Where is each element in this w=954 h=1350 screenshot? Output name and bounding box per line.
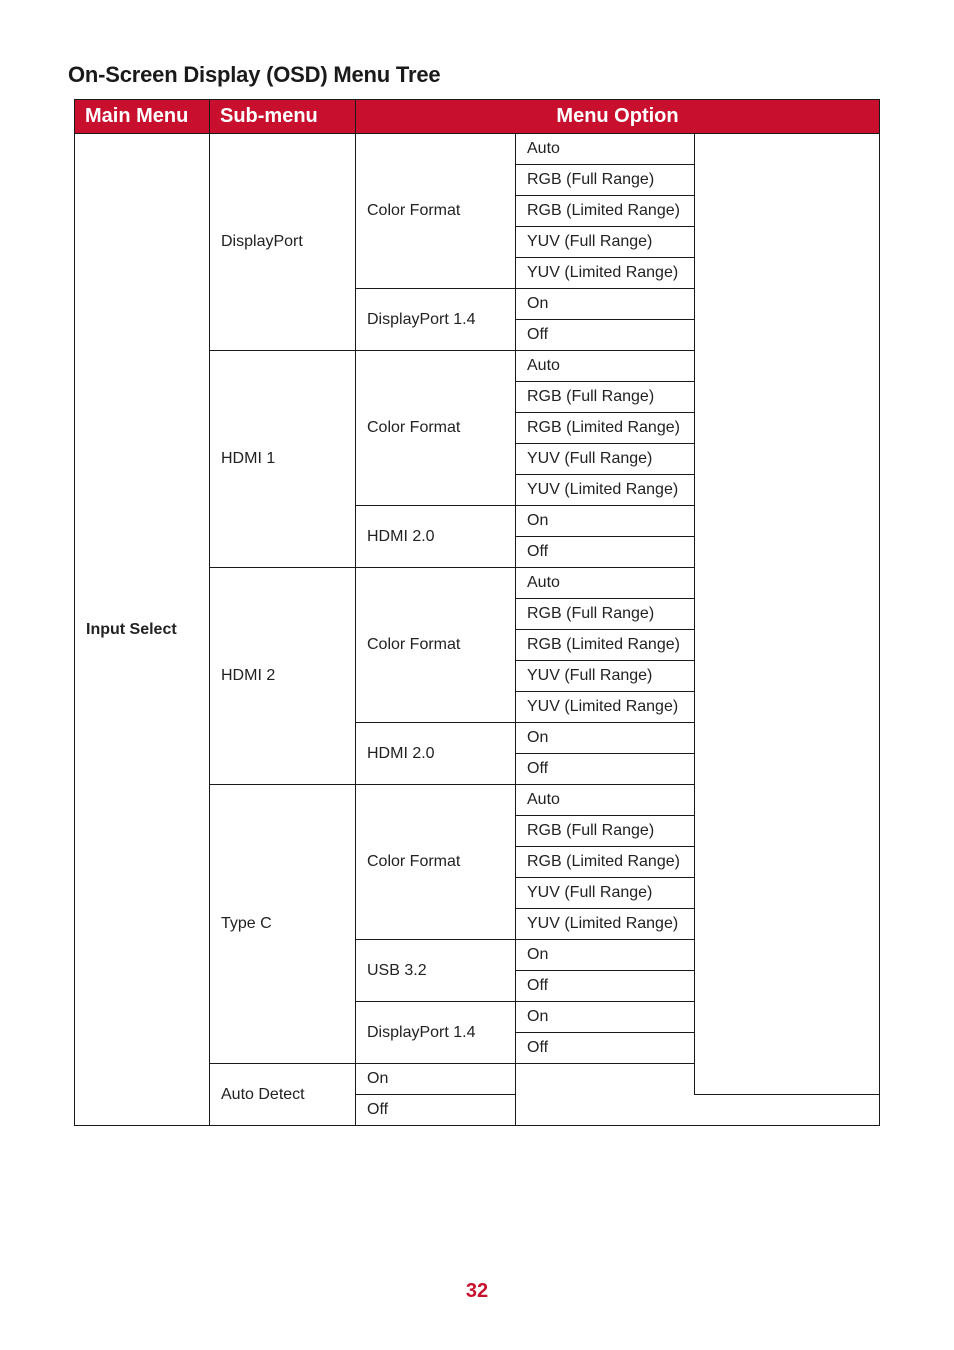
- option-value: Auto: [516, 134, 695, 165]
- option-color-format: Color Format: [356, 785, 516, 940]
- option-value: On: [516, 940, 695, 971]
- option-hdmi-version: HDMI 2.0: [356, 723, 516, 785]
- empty-cell: [516, 1064, 880, 1126]
- option-value: RGB (Full Range): [516, 599, 695, 630]
- option-value: On: [516, 1002, 695, 1033]
- main-menu-input-select: Input Select: [75, 134, 210, 1126]
- option-value: YUV (Limited Range): [516, 475, 695, 506]
- header-sub-menu: Sub-menu: [210, 100, 356, 134]
- option-value: RGB (Full Range): [516, 165, 695, 196]
- option-value: Off: [516, 754, 695, 785]
- option-displayport-version: DisplayPort 1.4: [356, 1002, 516, 1064]
- table-header-row: [75, 100, 880, 134]
- option-hdmi-version: HDMI 2.0: [356, 506, 516, 568]
- option-value: On: [516, 506, 695, 537]
- option-value: Auto: [516, 568, 695, 599]
- option-value: YUV (Full Range): [516, 444, 695, 475]
- option-value: Off: [516, 320, 695, 351]
- option-value: On: [356, 1064, 516, 1095]
- option-value: Off: [356, 1095, 516, 1126]
- option-color-format: Color Format: [356, 351, 516, 506]
- option-color-format: Color Format: [356, 134, 516, 289]
- option-value: Auto: [516, 351, 695, 382]
- osd-menu-tree-table: [74, 99, 880, 1126]
- option-value: YUV (Full Range): [516, 227, 695, 258]
- option-value: Off: [516, 537, 695, 568]
- sub-menu-hdmi1: HDMI 1: [210, 351, 356, 568]
- option-value: Off: [516, 1033, 695, 1064]
- option-value: YUV (Full Range): [516, 661, 695, 692]
- option-value: YUV (Full Range): [516, 878, 695, 909]
- option-value: On: [516, 723, 695, 754]
- option-value: RGB (Limited Range): [516, 847, 695, 878]
- table-row: [75, 134, 880, 165]
- sub-menu-hdmi2: HDMI 2: [210, 568, 356, 785]
- option-value: Off: [516, 971, 695, 1002]
- option-value: On: [516, 289, 695, 320]
- sub-menu-auto-detect: Auto Detect: [210, 1064, 356, 1126]
- option-value: RGB (Full Range): [516, 816, 695, 847]
- header-main-menu: Main Menu: [75, 100, 210, 134]
- option-usb-version: USB 3.2: [356, 940, 516, 1002]
- header-menu-option: Menu Option: [356, 100, 880, 134]
- page-title: On-Screen Display (OSD) Menu Tree: [68, 62, 441, 87]
- sub-menu-displayport: DisplayPort: [210, 134, 356, 351]
- option-value: YUV (Limited Range): [516, 258, 695, 289]
- option-value: YUV (Limited Range): [516, 692, 695, 723]
- option-color-format: Color Format: [356, 568, 516, 723]
- empty-cell: [695, 134, 880, 1095]
- sub-menu-type-c: Type C: [210, 785, 356, 1064]
- page-number: 32: [465, 1280, 489, 1302]
- option-value: RGB (Limited Range): [516, 413, 695, 444]
- option-value: RGB (Full Range): [516, 382, 695, 413]
- option-value: RGB (Limited Range): [516, 196, 695, 227]
- option-displayport-version: DisplayPort 1.4: [356, 289, 516, 351]
- option-value: Auto: [516, 785, 695, 816]
- option-value: YUV (Limited Range): [516, 909, 695, 940]
- option-value: RGB (Limited Range): [516, 630, 695, 661]
